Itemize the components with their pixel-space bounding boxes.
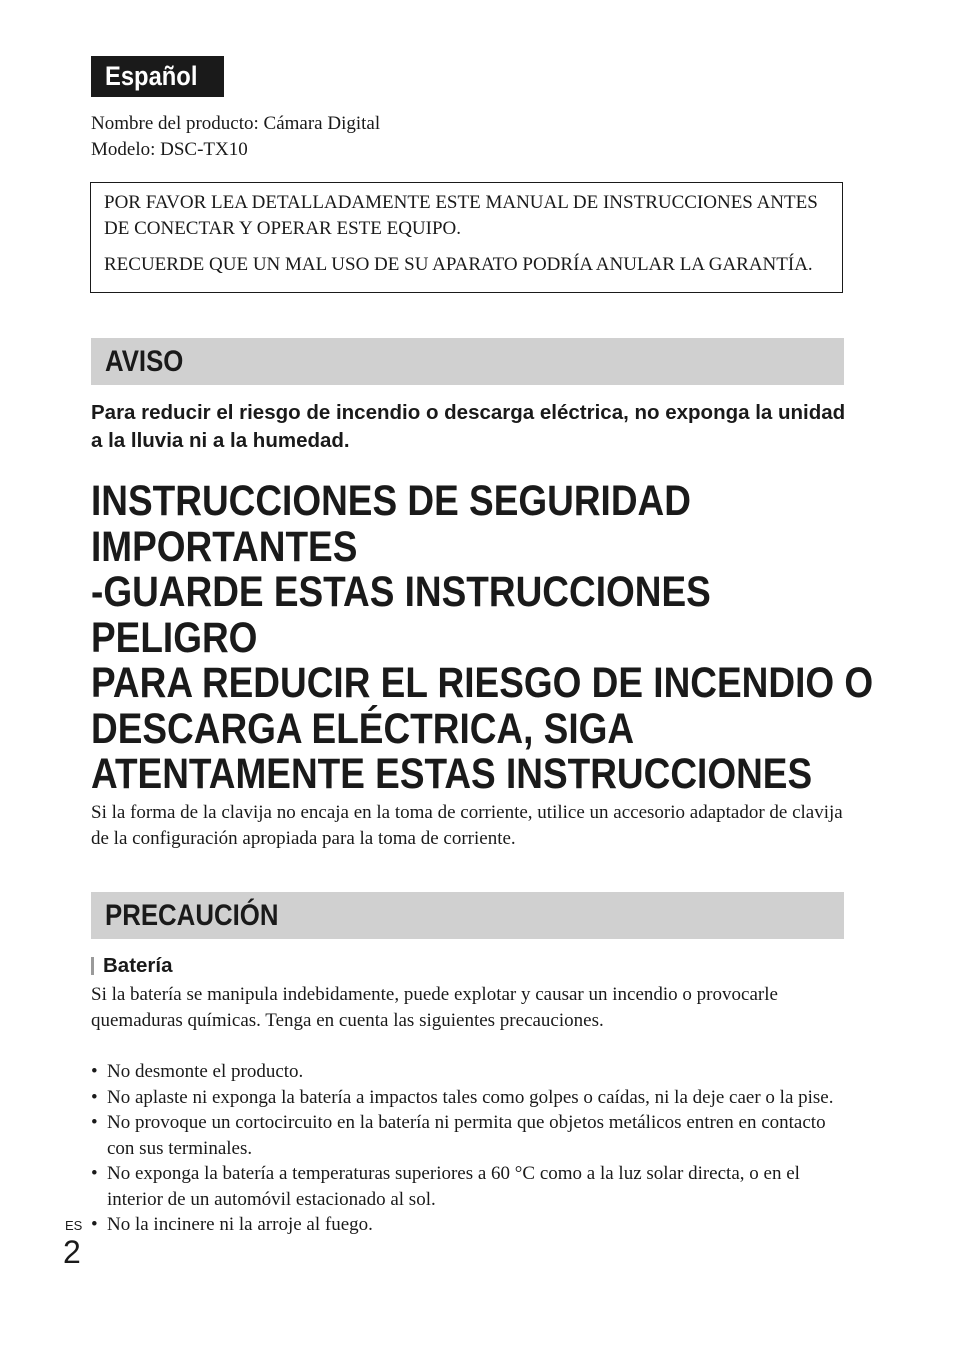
safety-heading-line: ATENTAMENTE ESTAS INSTRUCCIONES — [91, 750, 813, 798]
section-title-precaucion: PRECAUCIÓN — [105, 899, 279, 932]
battery-subheading-label: Batería — [103, 954, 173, 977]
page-number: 2 — [63, 1234, 81, 1270]
bullet-icon: • — [91, 1061, 98, 1082]
subheading-marker — [91, 957, 94, 975]
notice-paragraph-2: RECUERDE QUE UN MAL USO DE SU APARATO PODRÍA ANULAR LA GARANTÍA. — [104, 254, 813, 275]
product-model: Modelo: DSC-TX10 — [91, 139, 248, 160]
list-item-text: No aplaste ni exponga la batería a impactos tales como golpes o caídas, ni la deje caer o la pise. — [107, 1086, 834, 1108]
safety-heading-line: IMPORTANTES — [91, 522, 358, 571]
section-header-precaucion — [91, 892, 844, 939]
section-title-aviso: AVISO — [105, 345, 184, 378]
product-name: Nombre del producto: Cámara Digital — [91, 113, 381, 134]
safety-heading-line: PARA REDUCIR EL RIESGO DE INCENDIO O — [91, 659, 874, 707]
fire-warning: Para reducir el riesgo de incendio o descarga eléctrica, no exponga la unidad a la lluvia ni a la humedad. — [91, 401, 846, 452]
battery-subheading — [91, 952, 173, 980]
language-tag — [91, 56, 224, 97]
list-item-text: No exponga la batería a temperaturas superiores a 60 °C como a la luz solar directa, o en el interior de un automóvil estacionado al sol. — [107, 1163, 800, 1210]
safety-heading — [91, 479, 951, 798]
bullet-icon: • — [91, 1163, 98, 1184]
list-item — [91, 1161, 851, 1212]
list-item-text: No la incinere ni la arroje al fuego. — [107, 1214, 373, 1235]
language-tag-label: Español — [105, 61, 198, 91]
battery-precautions-list — [91, 1059, 851, 1238]
safety-heading-line: -GUARDE ESTAS INSTRUCCIONES — [91, 568, 711, 616]
list-item — [91, 1110, 851, 1161]
safety-heading-line: INSTRUCCIONES DE SEGURIDAD — [91, 477, 691, 525]
page-language-code: ES — [65, 1218, 83, 1233]
list-item-text: No provoque un cortocircuito en la batería ni permita que objetos metálicos entren en contacto con sus terminales. — [107, 1112, 826, 1159]
bullet-icon: • — [91, 1112, 98, 1133]
bullet-icon: • — [91, 1086, 98, 1108]
plug-adapter-text: Si la forma de la clavija no encaja en la toma de corriente, utilice un accesorio adaptador de clavija de la configuración apropiada para la toma de corriente. — [91, 802, 843, 849]
battery-intro: Si la batería se manipula indebidamente, puede explotar y causar un incendio o provocarle quemaduras químicas. Tenga en cuenta las siguientes precauciones. — [91, 984, 778, 1031]
section-header-aviso — [91, 338, 844, 385]
safety-heading-line: PELIGRO — [91, 613, 258, 662]
notice-paragraph-1: POR FAVOR LEA DETALLADAMENTE ESTE MANUAL DE INSTRUCCIONES ANTES DE CONECTAR Y OPERAR ESTE EQUIPO. — [104, 192, 818, 239]
notice-box — [90, 182, 843, 293]
list-item — [91, 1059, 851, 1085]
list-item — [91, 1085, 851, 1111]
list-item — [91, 1212, 851, 1238]
list-item-text: No desmonte el producto. — [107, 1061, 304, 1082]
product-info — [91, 111, 851, 163]
safety-heading-line: DESCARGA ELÉCTRICA, SIGA — [91, 704, 635, 753]
bullet-icon: • — [91, 1214, 98, 1235]
